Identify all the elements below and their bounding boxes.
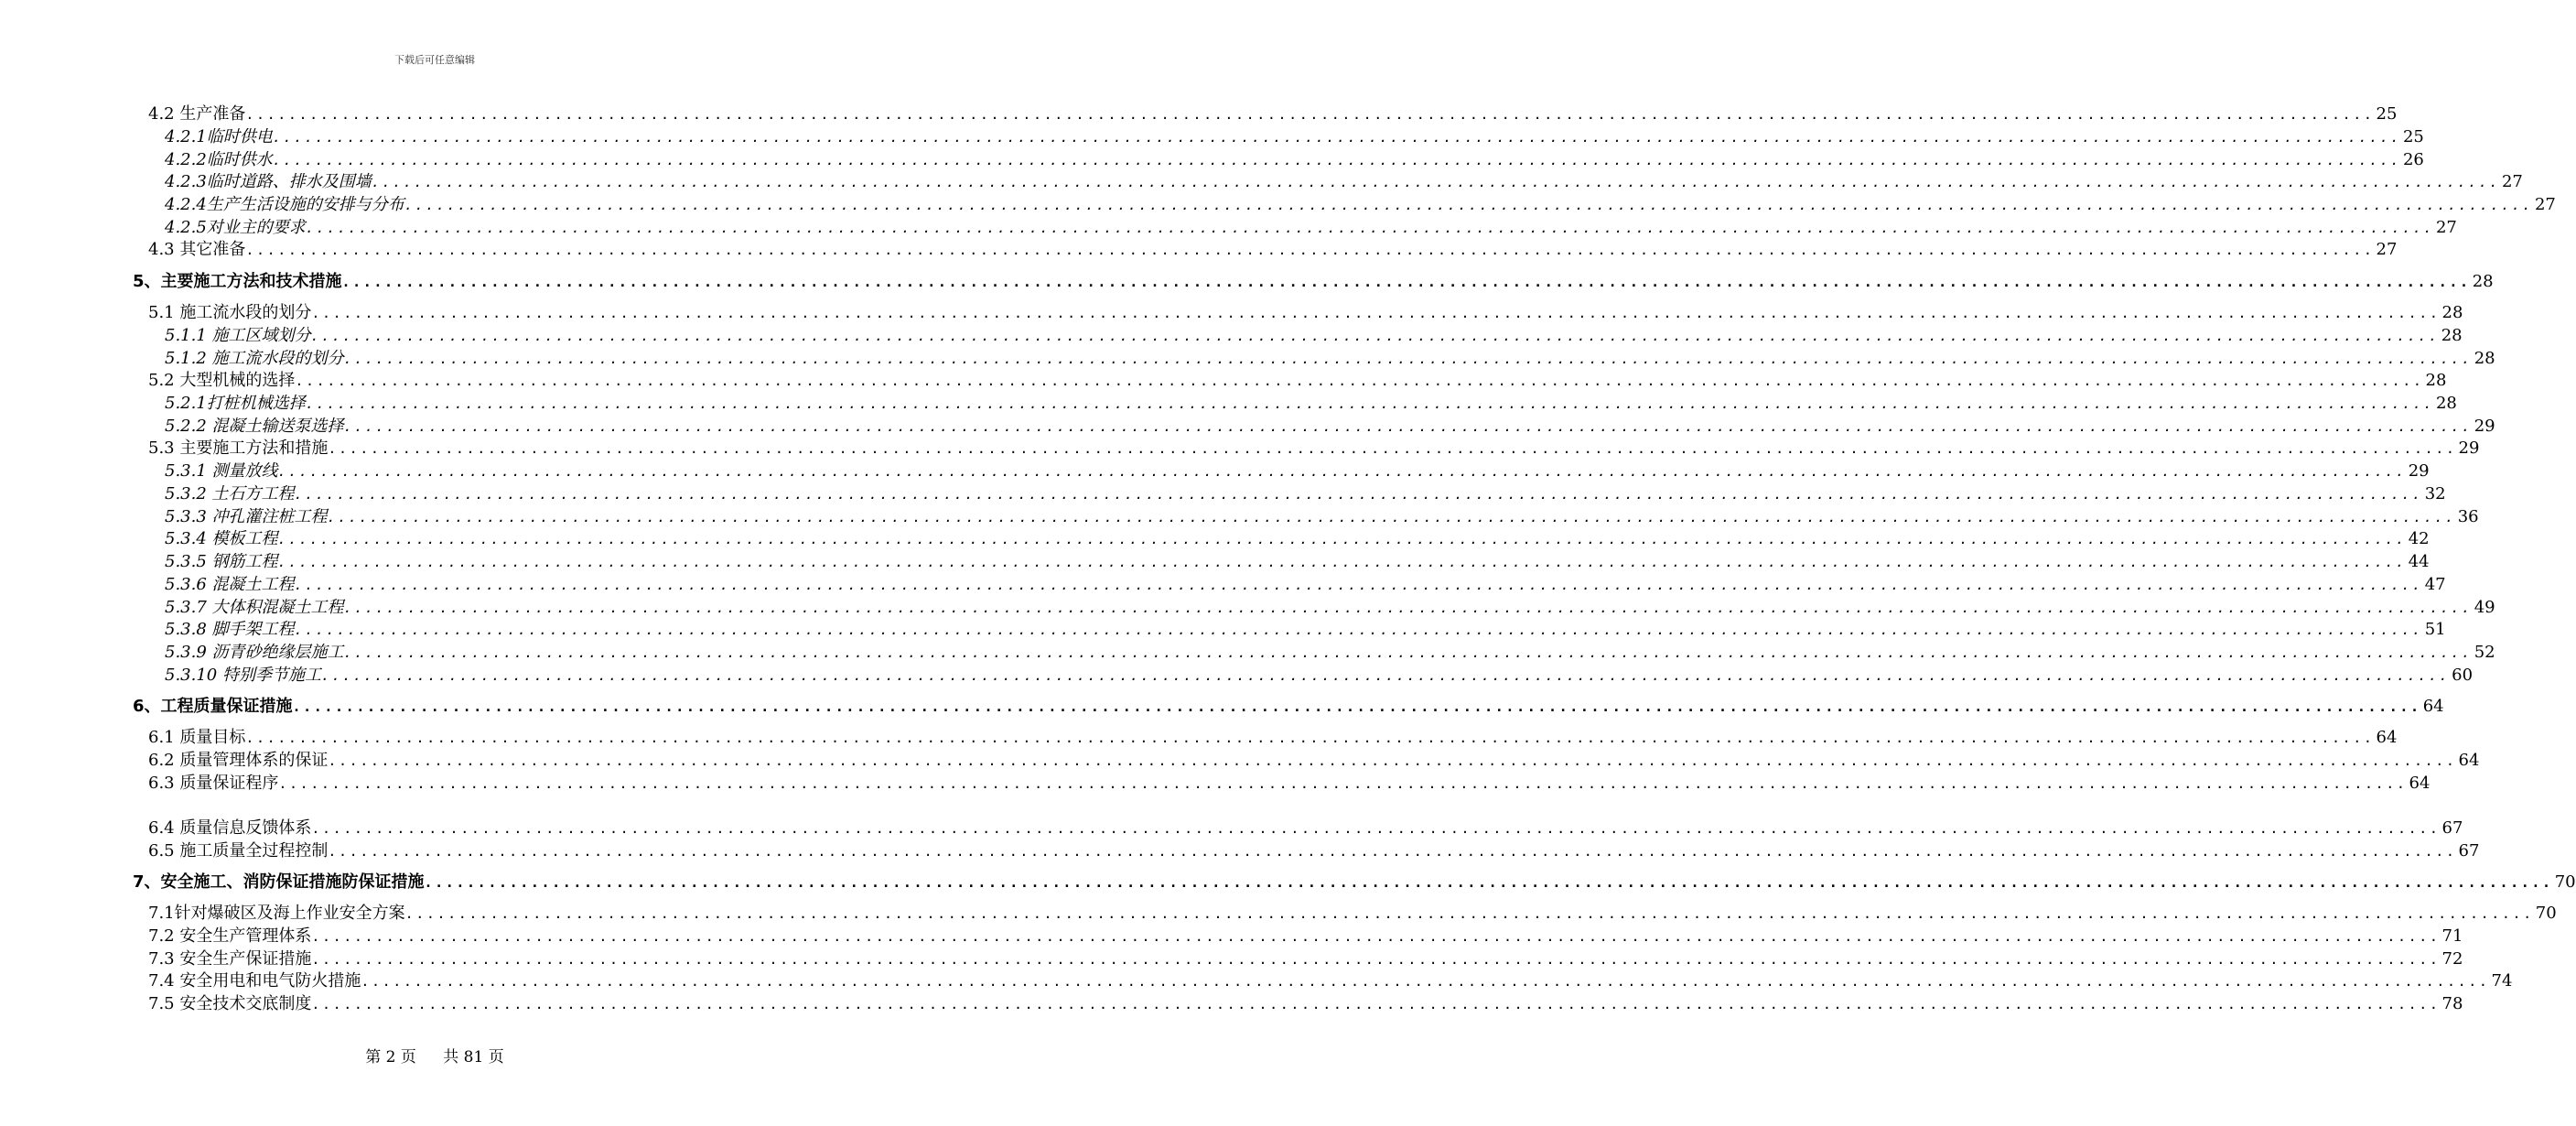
toc-entry-page: 67: [2441, 818, 2463, 838]
toc-leader-dots: ........................................................................................................................................................................................................: [361, 973, 2490, 990]
toc-entry[interactable]: [165, 664, 2474, 688]
toc-entry-page: 28: [2474, 349, 2495, 368]
toc-entry[interactable]: [148, 992, 2463, 1016]
toc-leader-dots: ........................................................................................................................................................................................................: [424, 874, 2553, 891]
toc-entry[interactable]: [148, 301, 2463, 325]
toc-entry[interactable]: [165, 460, 2430, 483]
toc-entry[interactable]: [133, 695, 2444, 719]
toc-entry[interactable]: [165, 392, 2457, 416]
toc-entry-page: 70: [2554, 872, 2576, 892]
toc-leader-dots: ........................................................................................................................................................................................................: [305, 395, 2434, 412]
toc-entry[interactable]: [165, 550, 2430, 574]
toc-entry[interactable]: [165, 527, 2430, 551]
toc-entry[interactable]: [148, 839, 2480, 863]
toc-entry-label: 5.3.2 土石方工程: [165, 484, 295, 503]
toc-entry-label: 7.3 安全生产保证措施: [148, 949, 312, 969]
toc-entry-label: 6.1 质量目标: [148, 728, 246, 747]
toc-entry-page: 29: [2458, 438, 2480, 458]
toc-entry-page: 29: [2474, 417, 2495, 436]
toc-entry-page: 27: [2501, 172, 2523, 191]
toc-entry[interactable]: [148, 969, 2513, 993]
toc-entry-page: 27: [2376, 240, 2398, 259]
toc-entry[interactable]: [148, 369, 2447, 393]
page-total: 共 81 页: [443, 1048, 504, 1066]
toc-entry-page: 64: [2422, 697, 2444, 716]
toc-entry[interactable]: [165, 596, 2495, 620]
toc-entry-page: 52: [2474, 643, 2495, 662]
toc-leader-dots: ........................................................................................................................................................................................................: [343, 418, 2473, 435]
toc-leader-dots: ........................................................................................................................................................................................................: [245, 730, 2375, 746]
toc-entry[interactable]: [148, 925, 2463, 948]
toc-entry[interactable]: [133, 270, 2494, 294]
toc-entry-label: 5.3.3 冲孔灌注桩工程: [165, 507, 328, 526]
toc-entry-label: 4.2.4生产生活设施的安排与分布: [165, 195, 404, 214]
toc-entry[interactable]: [165, 641, 2495, 665]
toc-leader-dots: ........................................................................................................................................................................................................: [277, 554, 2407, 570]
toc-leader-dots: ........................................................................................................................................................................................................: [311, 951, 2441, 968]
toc-entry-page: 60: [2452, 666, 2474, 685]
toc-leader-dots: ........................................................................................................................................................................................................: [328, 843, 2457, 860]
toc-entry[interactable]: [165, 415, 2495, 438]
toc-entry-label: 6.4 质量信息反馈体系: [148, 818, 312, 838]
toc-entry-page: 71: [2441, 926, 2463, 946]
toc-entry-page: 26: [2402, 150, 2424, 169]
toc-entry-label: 5.3.6 混凝土工程: [165, 575, 295, 594]
toc-entry-label: 4.2.3临时道路、排水及围墙: [165, 172, 372, 191]
toc-leader-dots: ........................................................................................................................................................................................................: [310, 328, 2440, 344]
toc-entry-page: 25: [2402, 127, 2424, 146]
toc-leader-dots: ........................................................................................................................................................................................................: [371, 174, 2500, 190]
toc-entry[interactable]: [165, 170, 2523, 194]
toc-entry-page: 72: [2441, 949, 2463, 969]
toc-leader-dots: ........................................................................................................................................................................................................: [404, 197, 2533, 213]
toc-entry-page: 64: [2376, 728, 2398, 747]
toc-entry[interactable]: [148, 947, 2463, 971]
toc-entry-label: 5.1.2 施工流水段的划分: [165, 349, 344, 368]
toc-entry-label: 7.2 安全生产管理体系: [148, 926, 312, 946]
toc-entry[interactable]: [165, 125, 2424, 149]
toc-entry-label: 5.1.1 施工区域划分: [165, 326, 311, 345]
toc-entry[interactable]: [165, 193, 2556, 217]
toc-leader-dots: ........................................................................................................................................................................................................: [343, 600, 2473, 616]
toc-entry-label: 7.4 安全用电和电气防火措施: [148, 971, 361, 991]
toc-entry[interactable]: [148, 437, 2480, 460]
toc-entry-page: 28: [2425, 371, 2447, 390]
toc-entry[interactable]: [165, 148, 2424, 172]
toc-entry[interactable]: [148, 103, 2398, 126]
toc-entry-page: 64: [2458, 751, 2480, 770]
toc-leader-dots: ........................................................................................................................................................................................................: [311, 928, 2441, 945]
page-footer: [0, 1044, 869, 1066]
toc-leader-dots: ........................................................................................................................................................................................................: [327, 509, 2456, 525]
toc-entry-label: 5.2 大型机械的选择: [148, 371, 296, 390]
toc-entry-page: 74: [2491, 971, 2513, 991]
toc-entry-label: 4.3 其它准备: [148, 240, 246, 259]
toc-entry-page: 49: [2474, 598, 2495, 617]
toc-leader-dots: ........................................................................................................................................................................................................: [278, 775, 2408, 792]
toc-entry[interactable]: [165, 324, 2463, 348]
toc-entry-page: 28: [2441, 326, 2463, 345]
toc-entry[interactable]: [148, 238, 2398, 262]
toc-leader-dots: ........................................................................................................................................................................................................: [311, 305, 2441, 321]
toc-entry-label: 5、主要施工方法和技术措施: [133, 272, 342, 291]
toc-entry-label: 4.2.5对业主的要求: [165, 218, 306, 237]
toc-leader-dots: ........................................................................................................................................................................................................: [294, 622, 2423, 638]
toc-entry-label: 5.3.8 脚手架工程: [165, 620, 295, 639]
toc-entry[interactable]: [165, 347, 2495, 371]
toc-entry-page: 32: [2424, 484, 2446, 503]
toc-entry-page: 29: [2408, 461, 2430, 481]
toc-leader-dots: ........................................................................................................................................................................................................: [328, 440, 2457, 457]
toc-leader-dots: ........................................................................................................................................................................................................: [272, 129, 2401, 146]
toc-leader-dots: ........................................................................................................................................................................................................: [328, 752, 2457, 769]
toc-entry-label: 5.1 施工流水段的划分: [148, 303, 312, 322]
toc-entry-page: 28: [2472, 272, 2494, 291]
toc-leader-dots: ........................................................................................................................................................................................................: [277, 463, 2407, 480]
toc-entry-label: 6.5 施工质量全过程控制: [148, 841, 329, 861]
toc-entry-label: 7.1针对爆破区及海上作业安全方案: [148, 904, 405, 923]
toc-entry-page: 28: [2441, 303, 2463, 322]
toc-leader-dots: ........................................................................................................................................................................................................: [311, 820, 2441, 837]
toc-entry[interactable]: [133, 871, 2576, 894]
page-number: 第 2 页: [365, 1048, 416, 1066]
toc-entry-label: 4.2.2临时供水: [165, 150, 273, 169]
toc-entry-page: 47: [2424, 575, 2446, 594]
toc-entry-label: 4.2.1临时供电: [165, 127, 273, 146]
toc-leader-dots: ........................................................................................................................................................................................................: [277, 531, 2407, 547]
toc-leader-dots: ........................................................................................................................................................................................................: [343, 351, 2473, 367]
toc-leader-dots: ........................................................................................................................................................................................................: [404, 905, 2534, 922]
toc-leader-dots: ........................................................................................................................................................................................................: [245, 106, 2375, 123]
toc-entry-page: 28: [2435, 394, 2457, 413]
toc-leader-dots: ........................................................................................................................................................................................................: [311, 996, 2441, 1012]
toc-leader-dots: ........................................................................................................................................................................................................: [295, 373, 2424, 389]
toc-entry-page: 42: [2408, 529, 2430, 548]
toc-entry-label: 7.5 安全技术交底制度: [148, 994, 312, 1013]
toc-entry-label: 5.3.4 模板工程: [165, 529, 278, 548]
toc-entry[interactable]: [165, 216, 2457, 240]
toc-leader-dots: ........................................................................................................................................................................................................: [292, 698, 2421, 715]
toc-leader-dots: ........................................................................................................................................................................................................: [245, 242, 2375, 258]
toc-entry-label: 5.2.1打桩机械选择: [165, 394, 306, 413]
toc-entry[interactable]: [148, 817, 2463, 840]
toc-entry[interactable]: [148, 749, 2480, 773]
toc-entry-page: 25: [2376, 104, 2398, 124]
toc-entry-label: 5.3.7 大体积混凝土工程: [165, 598, 344, 617]
toc-entry[interactable]: [148, 902, 2557, 926]
toc-leader-dots: ........................................................................................................................................................................................................: [294, 486, 2423, 503]
toc-leader-dots: ........................................................................................................................................................................................................: [341, 274, 2471, 290]
toc-entry-label: 5.3.5 钢筋工程: [165, 552, 278, 571]
toc-entry-page: 70: [2535, 904, 2557, 923]
toc-entry[interactable]: [165, 573, 2446, 597]
toc-leader-dots: ........................................................................................................................................................................................................: [272, 152, 2401, 168]
toc-entry-page: 27: [2435, 218, 2457, 237]
toc-entry-label: 5.3 主要施工方法和措施: [148, 438, 329, 458]
toc-entry-label: 6.2 质量管理体系的保证: [148, 751, 329, 770]
toc-entry-label: 4.2 生产准备: [148, 104, 246, 124]
toc-entry-page: 67: [2458, 841, 2480, 861]
toc-entry-label: 7、安全施工、消防保证措施防保证措施: [133, 872, 425, 892]
toc-leader-dots: ........................................................................................................................................................................................................: [343, 644, 2473, 661]
toc-entry-label: 5.3.9 沥青砂绝缘层施工: [165, 643, 344, 662]
toc-leader-dots: ........................................................................................................................................................................................................: [305, 220, 2434, 236]
toc-entry[interactable]: [165, 618, 2446, 642]
toc-entry-label: 5.3.1 测量放线: [165, 461, 278, 481]
toc-entry[interactable]: [165, 505, 2479, 529]
toc-entry-label: 6.3 质量保证程序: [148, 774, 279, 793]
toc-entry[interactable]: [148, 726, 2398, 750]
toc-entry-label: 5.3.10 特别季节施工: [165, 666, 321, 685]
toc-entry-page: 44: [2408, 552, 2430, 571]
toc-entry-label: 6、工程质量保证措施: [133, 697, 293, 716]
toc-leader-dots: ........................................................................................................................................................................................................: [294, 577, 2423, 593]
page-header: 下载后可任意编辑: [394, 54, 475, 66]
toc-entry-page: 36: [2457, 507, 2479, 526]
toc-entry-page: 27: [2534, 195, 2556, 214]
toc-leader-dots: ........................................................................................................................................................................................................: [320, 667, 2451, 684]
toc-entry[interactable]: [165, 482, 2446, 506]
toc-entry-page: 64: [2409, 774, 2430, 793]
toc-entry-page: 51: [2424, 620, 2446, 639]
toc-entry-label: 5.2.2 混凝土输送泵选择: [165, 417, 344, 436]
toc-entry[interactable]: [148, 772, 2430, 796]
toc-entry-page: 78: [2441, 994, 2463, 1013]
